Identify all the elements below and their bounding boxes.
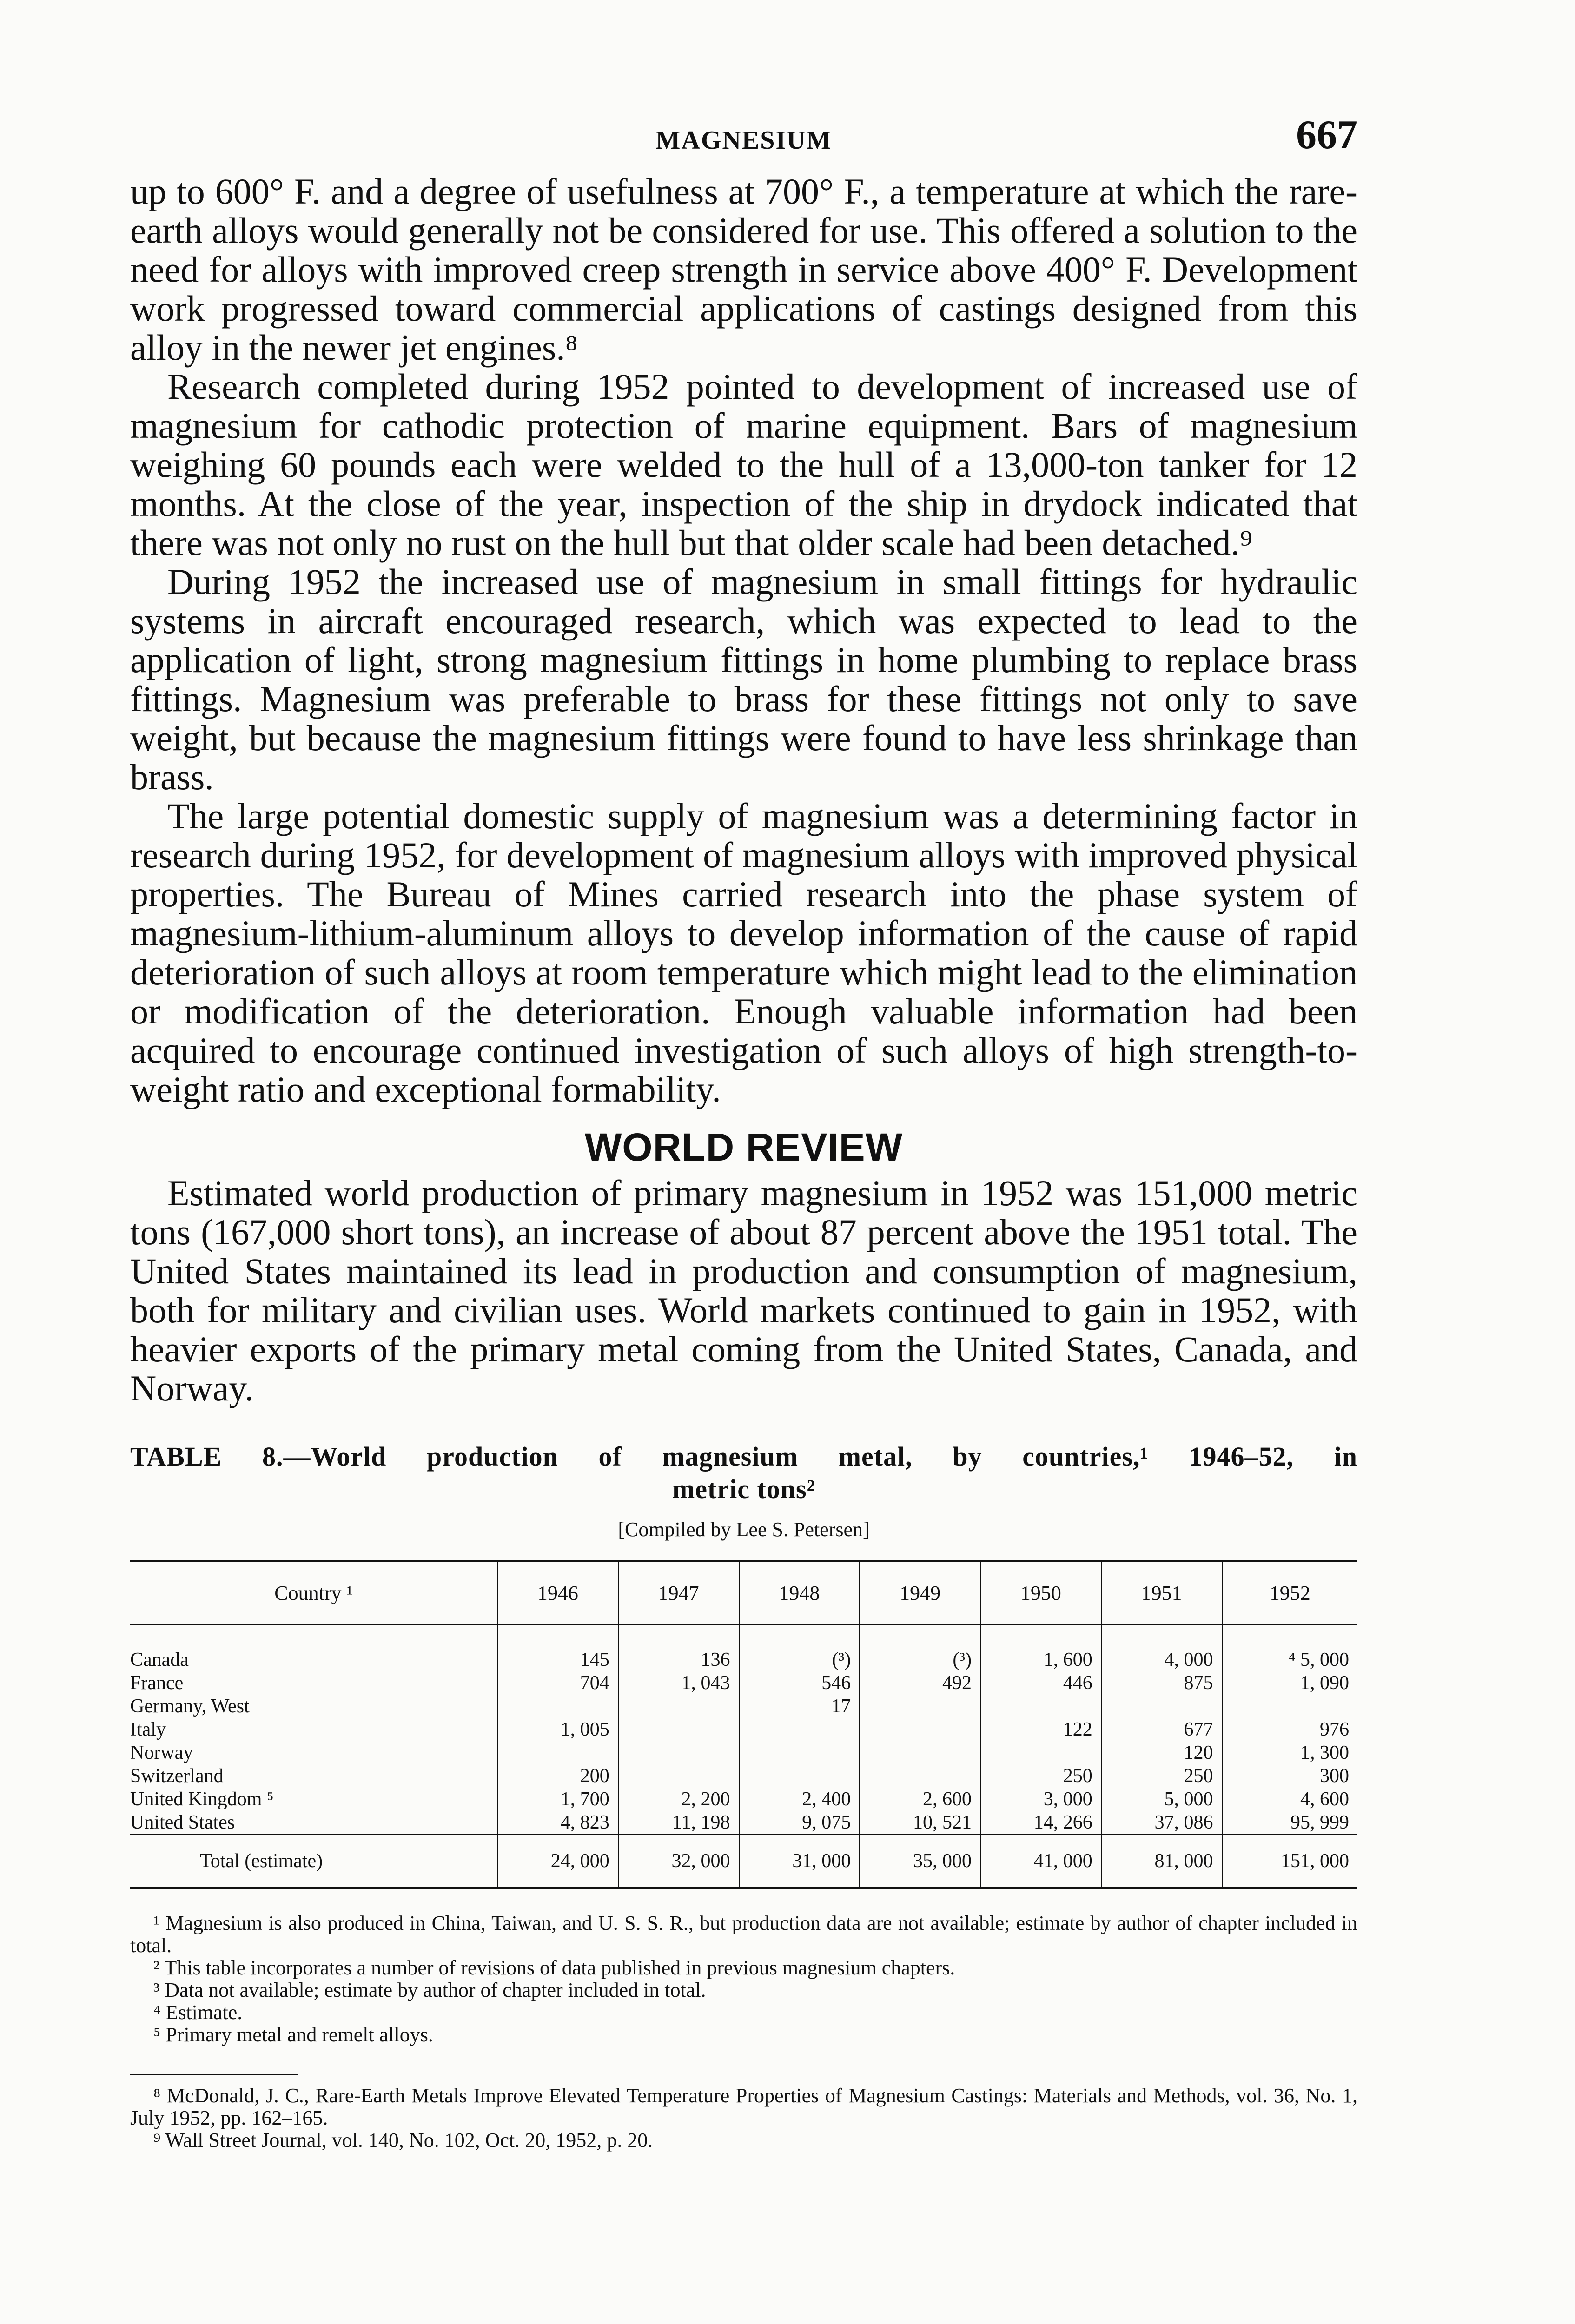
country-cell: Switzerland [130,1764,497,1788]
value-cell [739,1741,860,1764]
value-cell: 120 [1101,1741,1222,1764]
value-cell: 1, 700 [497,1788,618,1811]
column-header-year: 1950 [980,1561,1101,1624]
value-cell: 976 [1320,1719,1349,1740]
table-row [130,1718,1357,1741]
value-cell: ⁴ 5, 000 [1288,1649,1349,1670]
total-value-cell: 32, 000 [618,1835,739,1888]
value-cell [497,1741,618,1764]
value-cell: 875 [1101,1671,1222,1695]
reference-footnote: ⁹ Wall Street Journal, vol. 140, No. 102, Oct. 20, 1952, p. 20. [153,2129,653,2152]
value-cell [618,1741,739,1764]
value-cell [860,1718,980,1741]
document-page [130,112,1357,2152]
country-cell: Canada [130,1624,497,1672]
value-cell: 2, 200 [618,1788,739,1811]
value-cell: 5, 000 [1101,1788,1222,1811]
column-header-year: 1952 [1222,1561,1358,1624]
value-cell [860,1741,980,1764]
value-cell [860,1764,980,1788]
total-value-cell: 41, 000 [980,1835,1101,1888]
table-row [130,1788,1357,1811]
value-cell: 250 [980,1764,1101,1788]
table-total-row [130,1835,1357,1888]
column-header-year: 1947 [618,1561,739,1624]
total-value-cell: 151, 000 [1222,1835,1358,1888]
value-cell: 546 [739,1671,860,1695]
total-value-cell: 35, 000 [860,1835,980,1888]
table-row [130,1811,1357,1835]
paragraph: The large potential domestic supply of magnesium was a determining factor in research during 1952, for development of magnesium alloys with improved physical properties. The Bureau of Mines carried research into the phase system of magnesium-lithium-aluminum alloys to develop information of the cause of rapid deterioration of such alloys at room temperature which might lead to the elimination or modification of the deterioration. Enough valuable information had been acquired to encourage continued investigation of such alloys of high strength-to-weight ratio and exceptional formability. [130,796,1357,1109]
country-cell: France [130,1671,497,1695]
section-heading-world-review: WORLD REVIEW [585,1125,903,1169]
value-cell: 1, 005 [497,1718,618,1741]
country-cell: United States [130,1811,497,1835]
value-cell [860,1695,980,1718]
value-cell: 11, 198 [618,1811,739,1835]
value-cell [618,1764,739,1788]
value-cell: (³) [860,1624,980,1672]
value-cell: 4, 823 [497,1811,618,1835]
value-cell: 1, 043 [618,1671,739,1695]
value-cell: 446 [980,1671,1101,1695]
value-cell: 95, 999 [1290,1812,1349,1833]
table-row [130,1671,1357,1695]
table-footnote: ⁴ Estimate. [153,2001,243,2024]
value-cell: 4, 600 [1300,1789,1349,1810]
value-cell: 17 [739,1695,860,1718]
value-cell: 677 [1101,1718,1222,1741]
value-cell [1222,1695,1358,1718]
column-header-year: 1948 [739,1561,860,1624]
table-header-row [130,1561,1357,1624]
value-cell: 2, 400 [739,1788,860,1811]
paragraph: Research completed during 1952 pointed to development of increased use of magnesium for cathodic protection of marine equipment. Bars of magnesium weighing 60 pounds each were welded to the hull of a 13,000-ton tanker for 12 months. At the close of the year, inspection of the ship in drydock indicated that there was not only no rust on the hull but that older scale had been detached.⁹ [130,366,1357,563]
running-head: MAGNESIUM [655,126,832,155]
value-cell [1101,1695,1222,1718]
total-value-cell: 81, 000 [1101,1835,1222,1888]
value-cell: 300 [1320,1765,1349,1787]
body-text [130,172,1357,1408]
total-value-cell: 24, 000 [497,1835,618,1888]
reference-footnote: ⁸ McDonald, J. C., Rare-Earth Metals Improve Elevated Temperature Properties of Magnesium Castings: Materials and Methods, vol. 36, No. 1, July 1952, pp. 162–165. [130,2084,1357,2129]
value-cell: 2, 600 [860,1788,980,1811]
table-footnotes [130,1912,1357,2046]
value-cell: 37, 086 [1101,1811,1222,1835]
total-label-cell: Total (estimate) [130,1835,497,1888]
table-row [130,1695,1357,1718]
table-row [130,1624,1357,1672]
reference-footnotes [130,2085,1357,2152]
value-cell: 136 [618,1624,739,1672]
value-cell [618,1718,739,1741]
country-cell: Italy [130,1718,497,1741]
value-cell: 1, 300 [1300,1742,1349,1763]
value-cell: 9, 075 [739,1811,860,1835]
column-header-year: 1951 [1101,1561,1222,1624]
column-header-country: Country ¹ [130,1561,497,1624]
table-caption-line: metric tons² [672,1474,815,1504]
paragraph: During 1952 the increased use of magnesium in small fittings for hydraulic systems in aircraft encouraged research, which was expected to lead to the application of light, strong magnesium fittings in home plumbing to replace brass fittings. Magnesium was preferable to brass for these fittings not only to save weight, but because the magnesium fittings were found to have less shrinkage than brass. [130,561,1357,797]
production-table [130,1560,1357,1889]
value-cell: 704 [497,1671,618,1695]
table-footnote: ³ Data not available; estimate by author of chapter included in total. [153,1979,706,2001]
page-header [130,112,1357,172]
value-cell: 1, 090 [1300,1672,1349,1694]
page-number: 667 [1296,112,1357,158]
value-cell: 145 [497,1624,618,1672]
country-cell: Germany, West [130,1695,497,1718]
table-footnote: ⁵ Primary metal and remelt alloys. [153,2023,433,2046]
table-footnote: ¹ Magnesium is also produced in China, Taiwan, and U. S. S. R., but production data are not available; estimate by author of chapter included in total. [130,1912,1357,1957]
value-cell: 1, 600 [980,1624,1101,1672]
value-cell: (³) [739,1624,860,1672]
table-row [130,1741,1357,1764]
value-cell [980,1695,1101,1718]
total-value-cell: 31, 000 [739,1835,860,1888]
value-cell [980,1741,1101,1764]
footnote-divider [130,2074,298,2075]
country-cell: United Kingdom ⁵ [130,1788,497,1811]
value-cell: 10, 521 [860,1811,980,1835]
value-cell: 492 [860,1671,980,1695]
paragraph: Estimated world production of primary magnesium in 1952 was 151,000 metric tons (167,000 short tons), an increase of about 87 percent above the 1951 total. The United States maintained its lead in production and consumption of magnesium, both for military and civilian uses. World markets continued to gain in 1952, with heavier exports of the primary metal coming from the United States, Canada, and Norway. [130,1173,1357,1408]
value-cell: 200 [497,1764,618,1788]
table-caption-line: TABLE 8.—World production of magnesium metal, by countries,¹ 1946–52, in [130,1441,1357,1472]
value-cell: 14, 266 [980,1811,1101,1835]
table-compiled-by: [Compiled by Lee S. Petersen] [618,1518,870,1541]
value-cell: 3, 000 [980,1788,1101,1811]
column-header-year: 1946 [497,1561,618,1624]
column-header-year: 1949 [860,1561,980,1624]
table-caption [130,1440,1357,1505]
table-footnote: ² This table incorporates a number of revisions of data published in previous magnesium chapters. [153,1956,955,1979]
value-cell [739,1764,860,1788]
value-cell [739,1718,860,1741]
paragraph: up to 600° F. and a degree of usefulness at 700° F., a temperature at which the rare-earth alloys would generally not be considered for use. This offered a solution to the need for alloys with improved creep strength in service above 400° F. Development work progressed toward commercial applications of castings designed from this alloy in the newer jet engines.⁸ [130,171,1357,368]
value-cell [618,1695,739,1718]
value-cell: 122 [980,1718,1101,1741]
value-cell [497,1695,618,1718]
value-cell: 4, 000 [1101,1624,1222,1672]
table-row [130,1764,1357,1788]
value-cell: 250 [1101,1764,1222,1788]
country-cell: Norway [130,1741,497,1764]
